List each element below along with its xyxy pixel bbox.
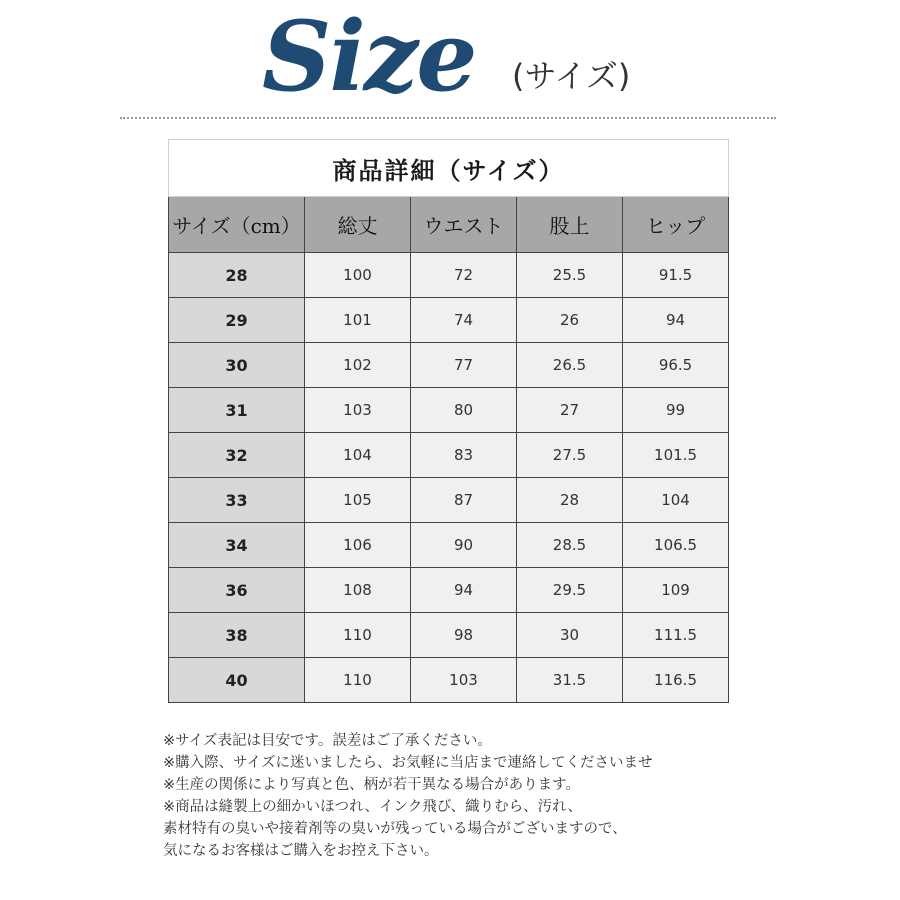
notes — [163, 730, 863, 862]
column-header-size: サイズ（cm） — [169, 197, 305, 253]
size-subtitle: (サイズ) — [512, 57, 631, 95]
value-cell: 77 — [411, 343, 517, 388]
value-cell: 91.5 — [623, 253, 729, 298]
table-row — [169, 253, 729, 298]
value-cell: 103 — [411, 658, 517, 703]
size-cell: 38 — [169, 613, 305, 658]
value-cell: 98 — [411, 613, 517, 658]
value-cell: 111.5 — [623, 613, 729, 658]
value-cell: 27 — [517, 388, 623, 433]
size-script-title: Size — [262, 0, 476, 113]
note-line: 素材特有の臭いや接着剤等の臭いが残っている場合がございますので、 — [163, 821, 627, 837]
value-cell: 28.5 — [517, 523, 623, 568]
size-cell: 34 — [169, 523, 305, 568]
note-line: ※サイズ表記は目安です。誤差はご了承ください。 — [163, 733, 492, 749]
value-cell: 109 — [623, 568, 729, 613]
value-cell: 29.5 — [517, 568, 623, 613]
table-title-row — [169, 140, 729, 197]
value-cell: 116.5 — [623, 658, 729, 703]
value-cell: 28 — [517, 478, 623, 523]
value-cell: 26.5 — [517, 343, 623, 388]
value-cell: 72 — [411, 253, 517, 298]
dotted-divider — [120, 117, 776, 119]
value-cell: 25.5 — [517, 253, 623, 298]
value-cell: 80 — [411, 388, 517, 433]
value-cell: 99 — [623, 388, 729, 433]
value-cell: 105 — [305, 478, 411, 523]
value-cell: 96.5 — [623, 343, 729, 388]
size-cell: 28 — [169, 253, 305, 298]
table-row — [169, 298, 729, 343]
value-cell: 100 — [305, 253, 411, 298]
note-line: ※購入際、サイズに迷いましたら、お気軽に当店まで連絡してくださいませ — [163, 755, 653, 771]
value-cell: 87 — [411, 478, 517, 523]
size-cell: 33 — [169, 478, 305, 523]
size-cell: 40 — [169, 658, 305, 703]
value-cell: 83 — [411, 433, 517, 478]
table-row — [169, 343, 729, 388]
table-row — [169, 523, 729, 568]
value-cell: 102 — [305, 343, 411, 388]
table-row — [169, 568, 729, 613]
value-cell: 90 — [411, 523, 517, 568]
value-cell: 94 — [623, 298, 729, 343]
size-cell: 30 — [169, 343, 305, 388]
value-cell: 101 — [305, 298, 411, 343]
value-cell: 108 — [305, 568, 411, 613]
table-row — [169, 658, 729, 703]
size-cell: 31 — [169, 388, 305, 433]
value-cell: 110 — [305, 658, 411, 703]
table-row — [169, 433, 729, 478]
column-header-waist: ウエスト — [411, 197, 517, 253]
value-cell: 101.5 — [623, 433, 729, 478]
value-cell: 27.5 — [517, 433, 623, 478]
page-header — [0, 0, 900, 120]
column-header-hip: ヒップ — [623, 197, 729, 253]
table-row — [169, 478, 729, 523]
value-cell: 110 — [305, 613, 411, 658]
size-cell: 36 — [169, 568, 305, 613]
note-line: ※商品は縫製上の細かいほつれ、インク飛び、織りむら、汚れ、 — [163, 799, 583, 815]
size-table — [168, 139, 729, 703]
size-cell: 29 — [169, 298, 305, 343]
value-cell: 106.5 — [623, 523, 729, 568]
value-cell: 104 — [623, 478, 729, 523]
column-header-total-length: 総丈 — [305, 197, 411, 253]
note-line: 気になるお客様はご購入をお控え下さい。 — [163, 843, 439, 859]
table-row — [169, 613, 729, 658]
value-cell: 74 — [411, 298, 517, 343]
value-cell: 106 — [305, 523, 411, 568]
value-cell: 94 — [411, 568, 517, 613]
value-cell: 30 — [517, 613, 623, 658]
table-row — [169, 388, 729, 433]
value-cell: 104 — [305, 433, 411, 478]
table-title: 商品詳細（サイズ） — [169, 140, 729, 197]
value-cell: 31.5 — [517, 658, 623, 703]
value-cell: 103 — [305, 388, 411, 433]
note-line: ※生産の関係により写真と色、柄が若干異なる場合があります。 — [163, 777, 580, 793]
size-cell: 32 — [169, 433, 305, 478]
value-cell: 26 — [517, 298, 623, 343]
column-header-rise: 股上 — [517, 197, 623, 253]
table-header-row — [169, 197, 729, 253]
